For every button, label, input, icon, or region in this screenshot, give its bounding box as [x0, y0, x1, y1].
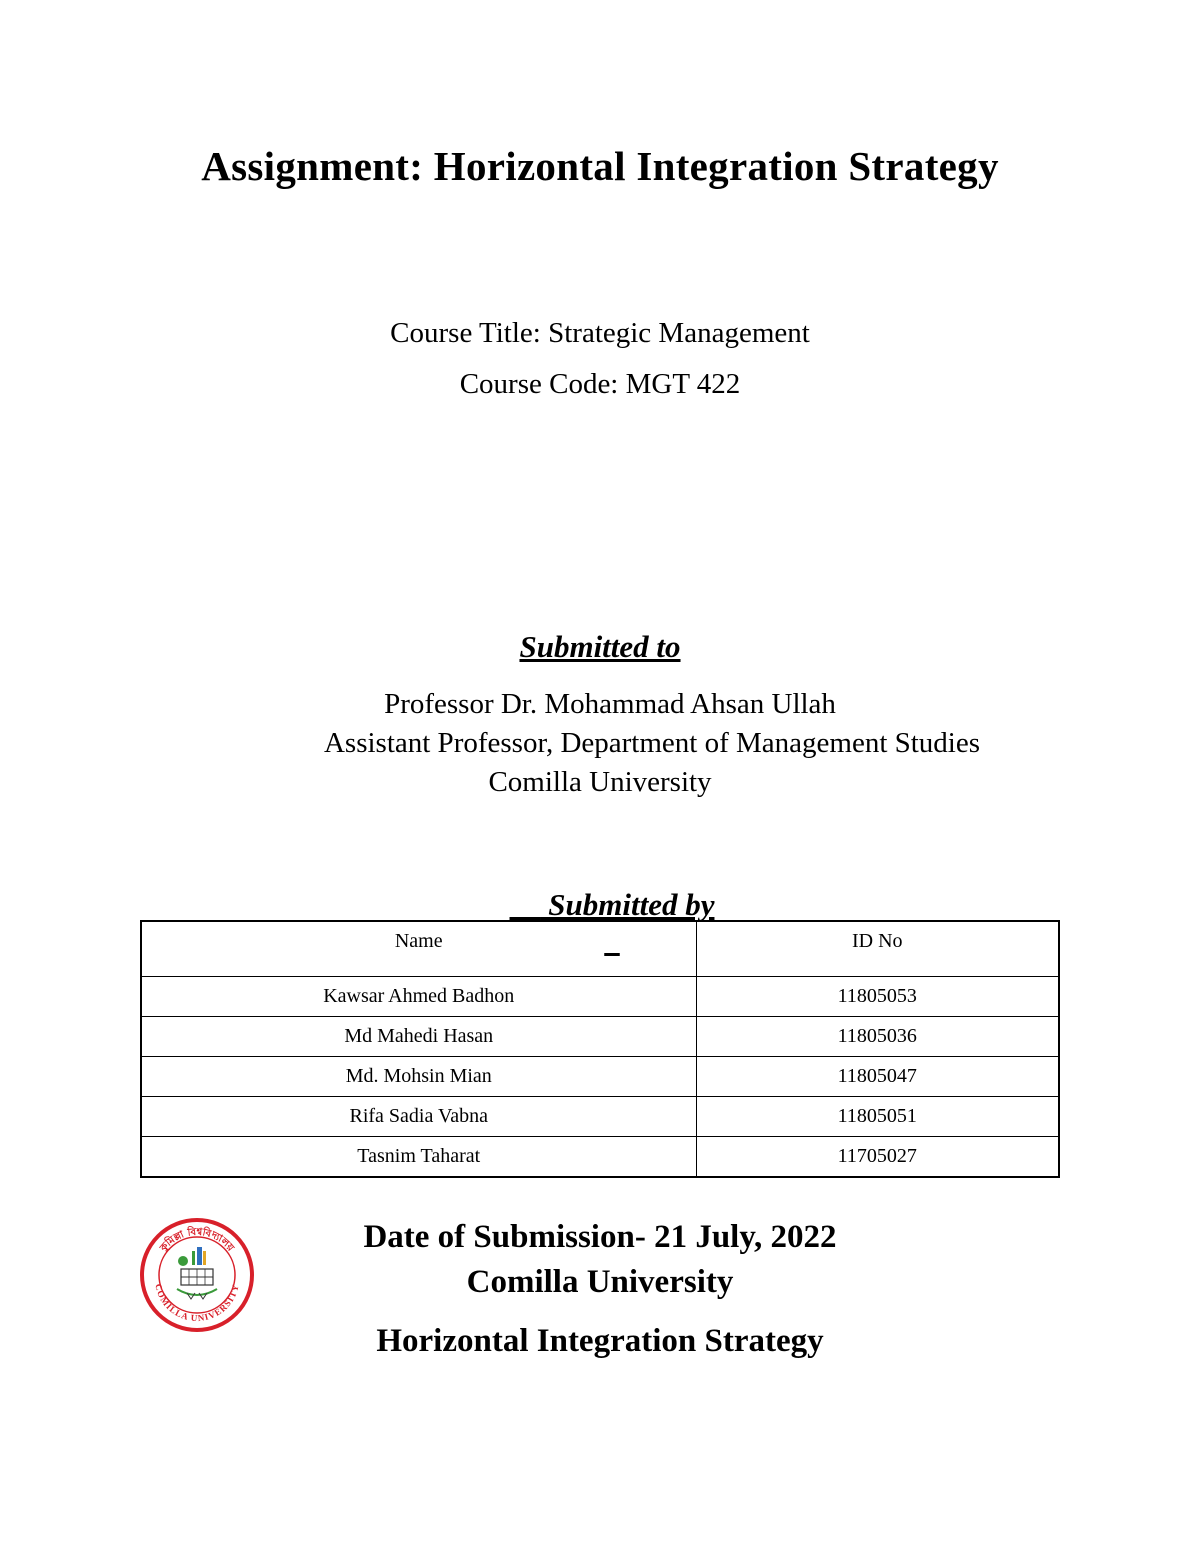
submitted-to-heading-text: Submitted to — [519, 629, 681, 664]
table-row — [141, 1097, 1059, 1137]
member-name: Md Mahedi Hasan — [141, 1017, 696, 1057]
svg-text:কুমিল্লা বিশ্ববিদ্যালয়: কুমিল্লা বিশ্ববিদ্যালয় — [158, 1226, 236, 1254]
footer-university: Comilla University — [466, 1264, 734, 1300]
table-header-row — [141, 921, 1059, 977]
member-id: 11705027 — [696, 1137, 1059, 1178]
submitted-to-heading — [0, 629, 1200, 665]
supervisor-designation: Assistant Professor, Department of Management Studies — [323, 727, 981, 759]
member-name: Tasnim Taharat — [141, 1137, 696, 1178]
member-id: 11805047 — [696, 1057, 1059, 1097]
document-title: Assignment: Horizontal Integration Strategy — [201, 143, 999, 189]
members-table — [140, 920, 1060, 1178]
submitted-by-heading-text: Submitted by — [540, 887, 715, 922]
column-header-id: ID No — [696, 921, 1059, 977]
member-id: 11805036 — [696, 1017, 1059, 1057]
member-name: Kawsar Ahmed Badhon — [141, 977, 696, 1017]
svg-text:COMILLA UNIVERSITY: COMILLA UNIVERSITY — [153, 1282, 241, 1324]
member-id: 11805053 — [696, 977, 1059, 1017]
member-name: Md. Mohsin Mian — [141, 1057, 696, 1097]
submission-date: Date of Submission- 21 July, 2022 — [363, 1219, 837, 1255]
supervisor-institution: Comilla University — [488, 766, 712, 798]
table-row — [141, 1057, 1059, 1097]
supervisor-name: Professor Dr. Mohammad Ahsan Ullah — [384, 688, 836, 720]
table-row — [141, 977, 1059, 1017]
footer-subject: Horizontal Integration Strategy — [376, 1323, 824, 1359]
course-title: Course Title: Strategic Management — [390, 317, 810, 349]
course-code: Course Code: MGT 422 — [459, 368, 741, 400]
column-header-name: Name — [141, 921, 696, 977]
member-id: 11805051 — [696, 1097, 1059, 1137]
member-name: Rifa Sadia Vabna — [141, 1097, 696, 1137]
table-row — [141, 1017, 1059, 1057]
table-row — [141, 1137, 1059, 1178]
